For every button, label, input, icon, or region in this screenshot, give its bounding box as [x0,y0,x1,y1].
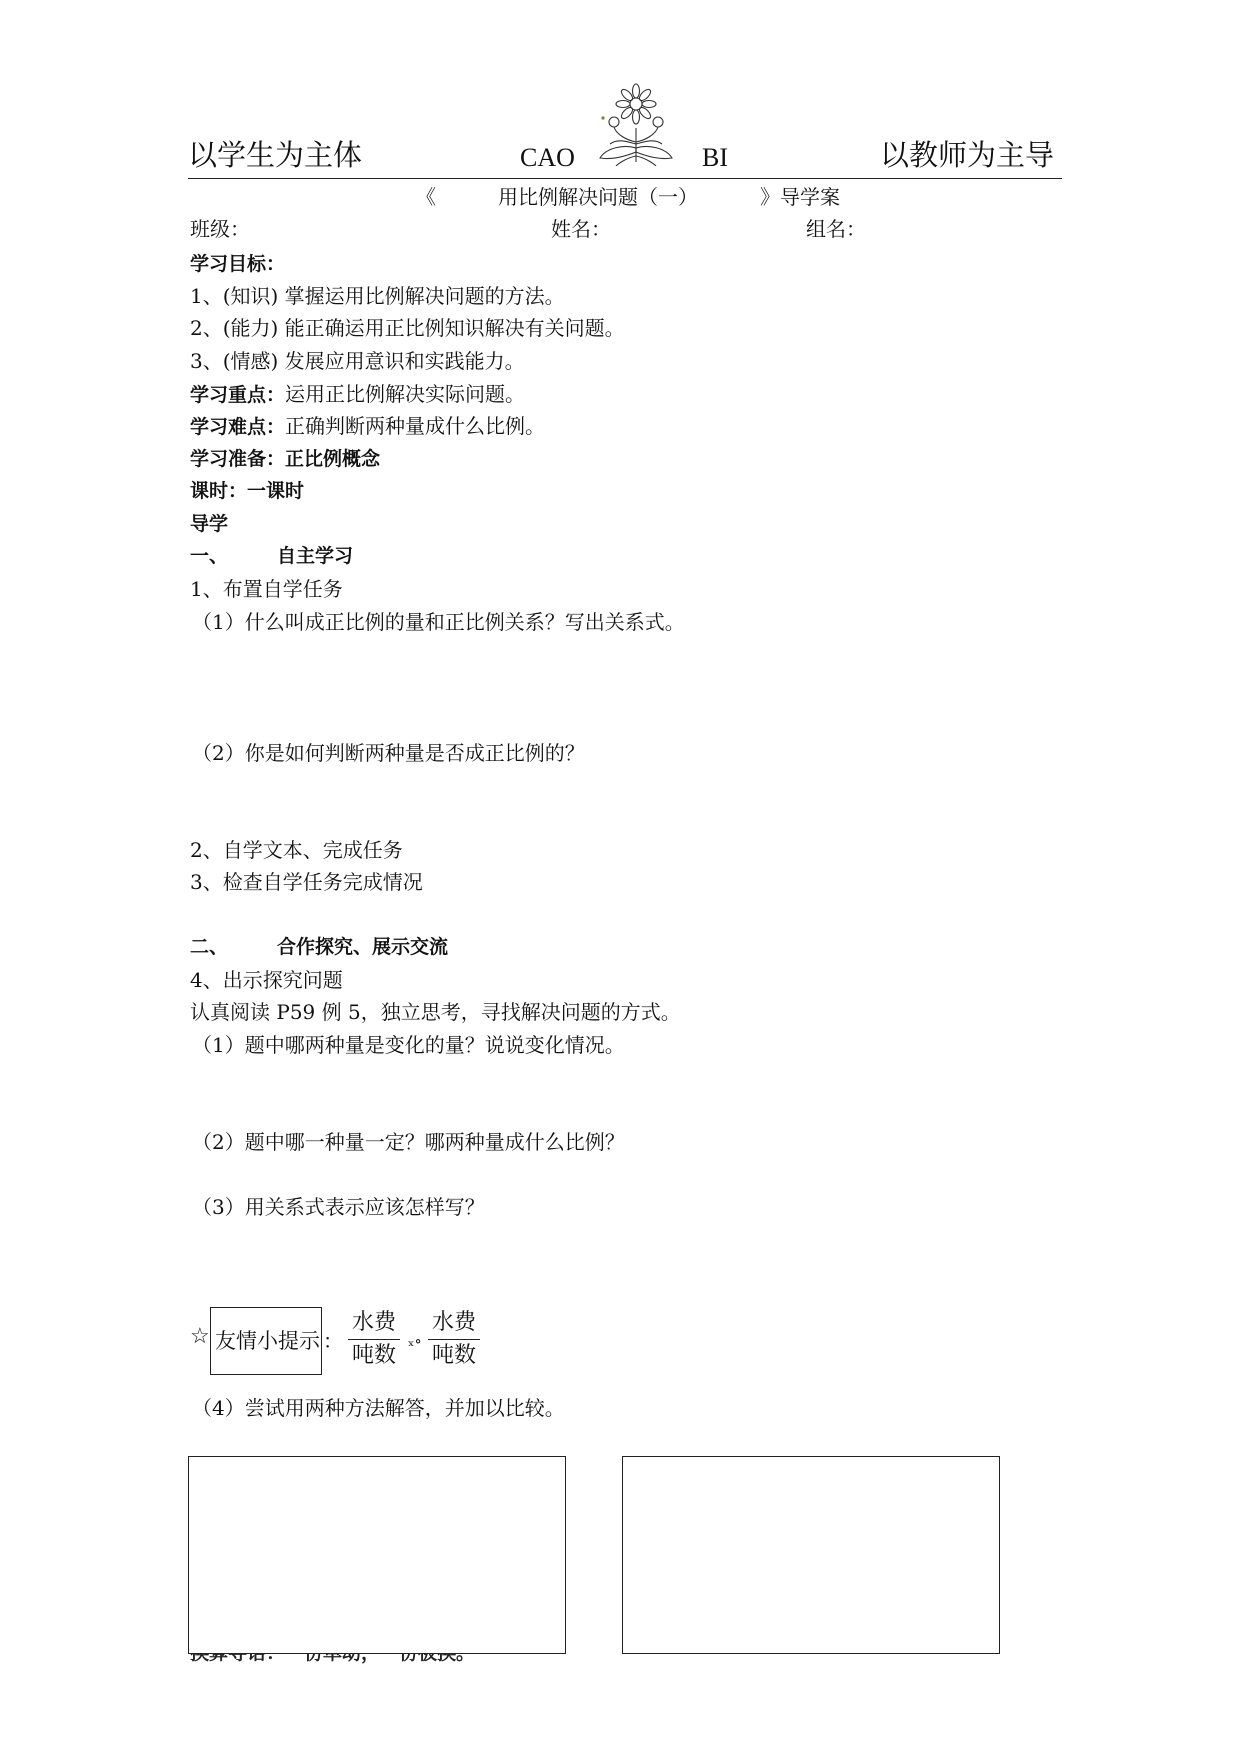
difficulty-text: 正确判断两种量成什么比例。 [285,414,546,438]
section2-task-heading: 4、出示探究问题 [190,968,343,992]
fraction-denominator: 吨数 [431,1343,476,1368]
page-title: 用比例解决问题（一） [498,185,698,209]
title-open-bracket: 《 [416,185,436,209]
answer-box-method-2[interactable] [622,1456,1000,1654]
section1-step: 3、检查自学任务完成情况 [190,870,423,894]
key-point-text: 运用正比例解决实际问题。 [285,382,526,406]
section1-step: 2、自学文本、完成任务 [190,838,403,862]
class-label: 班级： [190,217,250,241]
section2-title: 合作探究、展示交流 [277,936,449,958]
header-bi-text: BI [702,143,728,172]
section1-question: （1）什么叫成正比例的量和正比例关系？写出关系式。 [192,610,685,634]
fraction-water-fee-per-ton [428,1308,480,1371]
preparation-label: 学习准备： [190,448,286,470]
proportional-operator: ₓ∘ [408,1332,422,1350]
preparation-row [190,446,380,472]
objective-item: 2、(能力) 能正确运用正比例知识解决有关问题。 [190,316,625,340]
section2-number: 二、 [190,936,229,958]
section2-instruction: 认真阅读 P59 例 5，独立思考，寻找解决问题的方式。 [190,1000,681,1024]
fraction-denominator: 吨数 [351,1343,396,1368]
key-point-row [190,381,525,408]
section1-title: 自主学习 [277,545,354,567]
objective-item: 3、(情感) 发展应用意识和实践能力。 [190,349,525,373]
daisy-flower-logo-icon [596,82,676,166]
guide-heading: 导学 [190,513,229,535]
star-icon: ☆ [190,1324,210,1349]
name-label: 姓名： [551,217,611,241]
section1-question: （2）你是如何判断两种量是否成正比例的？ [192,741,585,765]
lesson-time-text: 一课时 [247,480,305,502]
hint-box [210,1307,322,1375]
hint-colon: ： [323,1329,343,1353]
header-rule [188,178,1062,179]
fraction-numerator: 水费 [431,1310,476,1335]
header-left-motto: 以学生为主体 [188,138,363,172]
lesson-time-label: 课时： [190,480,248,502]
section2-question: （1）题中哪两种量是变化的量？说说变化情况。 [192,1033,625,1057]
objective-item: 1、(知识) 掌握运用比例解决问题的方法。 [190,284,565,308]
section2-question: （4）尝试用两种方法解答，并加以比较。 [192,1396,565,1420]
key-point-label: 学习重点： [190,384,286,406]
section1-number: 一、 [190,545,229,567]
section2-question: （2）题中哪一种量一定？哪两种量成什么比例？ [192,1130,625,1154]
objectives-heading: 学习目标： [190,253,286,275]
difficulty-row [190,413,545,440]
fraction-bar [428,1339,480,1340]
fraction-bar [348,1339,400,1340]
hint-label: 友情小提示 [215,1329,320,1353]
difficulty-label: 学习难点： [190,416,286,438]
header-right-motto: 以教师为主导 [880,138,1055,172]
header-cao-text: CAO [520,143,575,172]
preparation-text: 正比例概念 [285,448,381,470]
fraction-numerator: 水费 [351,1310,396,1335]
section2-question: （3）用关系式表示应该怎样写？ [192,1195,485,1219]
group-label: 组名： [806,217,866,241]
lesson-time-row [190,478,304,504]
fraction-water-fee-per-ton [348,1308,400,1371]
section1-task-heading: 1、布置自学任务 [190,577,343,601]
answer-box-method-1[interactable] [188,1456,566,1654]
title-suffix: 》导学案 [760,185,840,209]
